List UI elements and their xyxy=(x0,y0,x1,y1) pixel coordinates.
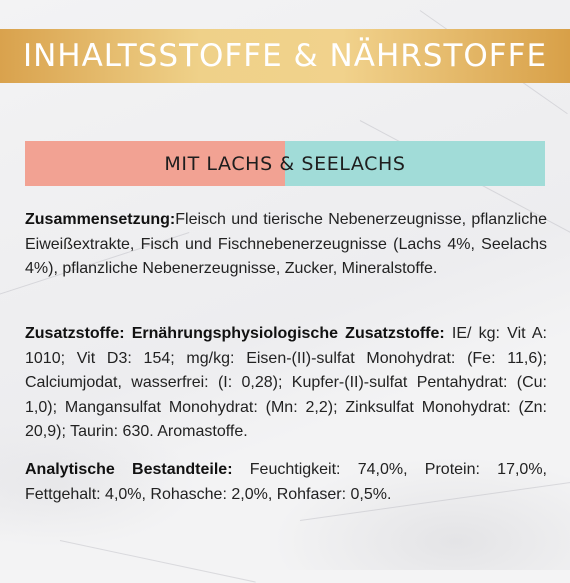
analytical-section xyxy=(25,458,547,507)
page-title: INHALTSSTOFFE & NÄHRSTOFFE xyxy=(22,38,548,74)
variant-title: MIT LACHS & SEELACHS xyxy=(164,152,406,175)
additives-section xyxy=(25,322,547,445)
additives-text: IE/ kg: Vit A: 1010; Vit D3: 154; mg/kg: Eisen-(II)-sulfat Monohydrat: (Fe: 11,6); Calciumjodat, wasserfrei: (I: 0,28); Kupfer-(II)-sulfat Pentahydrat: (Cu: 1,0); Mangansulfat Monohydrat: (Mn: 2,2); Zinksulfat Monohydrat: (Zn: 20,9); Taurin: 630. Aromastoffe. xyxy=(25,325,547,440)
additives-label: Zusatzstoffe: Ernährungsphysiologische Zusatzstoffe: xyxy=(25,325,445,342)
marble-vein xyxy=(60,540,256,583)
composition-label: Zusammensetzung: xyxy=(25,211,176,228)
variant-banner xyxy=(25,141,545,186)
composition-text: Fleisch und tierische Nebenerzeugnisse, pflanzliche Eiweißextrakte, Fisch und Fischnebenerzeugnisse (Lachs 4%, Seelachs 4%), pflanzliche Nebenerzeugnisse, Zucker, Mineralstoffe. xyxy=(25,211,547,277)
analytical-label: Analytische Bestandteile: xyxy=(25,461,233,478)
header-banner xyxy=(0,29,570,83)
analytical-text: Feuchtigkeit: 74,0%, Protein: 17,0%, Fettgehalt: 4,0%, Rohasche: 2,0%, Rohfaser: 0,5%. xyxy=(25,461,547,503)
composition-section xyxy=(25,208,547,282)
